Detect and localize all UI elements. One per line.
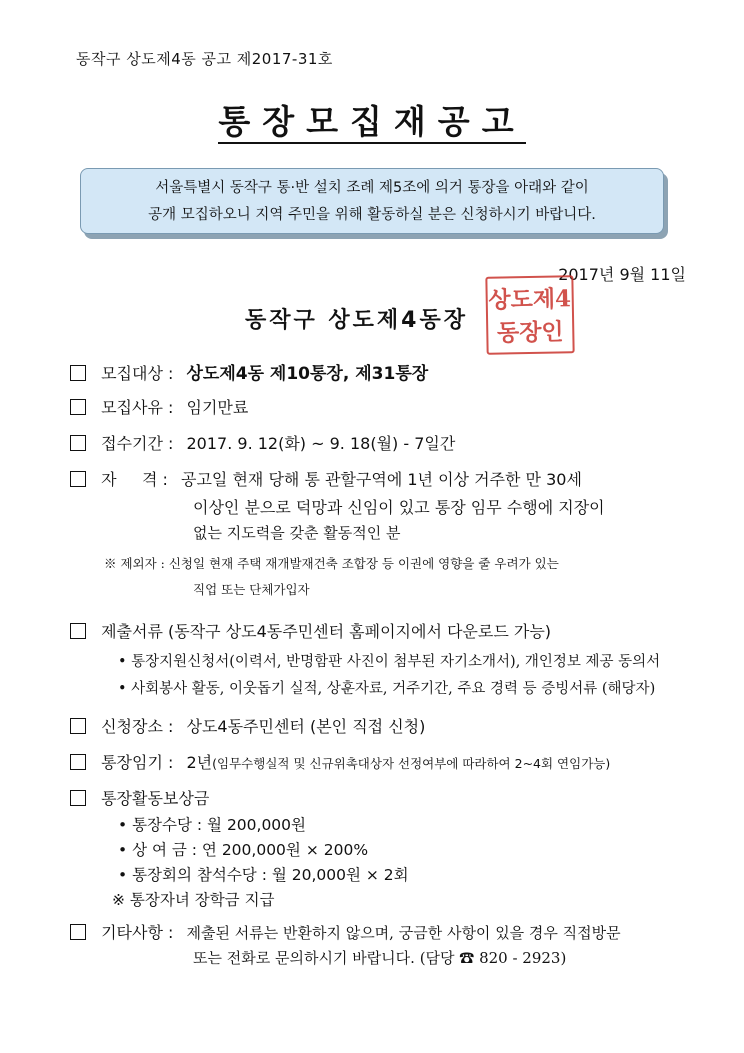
notice-box bbox=[80, 168, 664, 234]
item-label: 접수기간 : bbox=[101, 434, 174, 453]
item-place bbox=[70, 714, 425, 737]
item-target bbox=[70, 359, 428, 384]
item-other bbox=[70, 920, 621, 943]
exclusion-line-2: 직업 또는 단체가입자 bbox=[193, 582, 310, 597]
item-label: 통장임기 : bbox=[101, 753, 174, 772]
compensation-bullet-2: • 상 여 금 : 연 200,000원 × 200% bbox=[118, 841, 369, 859]
seal-line-2: 동장인 bbox=[496, 318, 564, 347]
doc-number: 동작구 상도제4동 공고 제2017-31호 bbox=[76, 50, 333, 68]
qualification-line-3: 없는 지도력을 갖춘 활동적인 분 bbox=[193, 524, 401, 542]
checkbox-icon bbox=[70, 623, 86, 639]
item-label: 제출서류 (동작구 상도4동주민센터 홈페이지에서 다운로드 가능) bbox=[101, 622, 552, 641]
item-value: 임기만료 bbox=[186, 398, 249, 417]
compensation-bullet-3: • 통장회의 참석수당 : 월 20,000원 × 2회 bbox=[118, 866, 409, 884]
seal-line-1: 상도제4 bbox=[488, 285, 572, 314]
signer: 동작구 상도제4동장 bbox=[245, 308, 468, 333]
checkbox-icon bbox=[70, 471, 86, 487]
other-line-2: 또는 전화로 문의하시기 바랍니다. (담당 ☎ 820 - 2923) bbox=[193, 949, 567, 967]
notice-line-2: 공개 모집하오니 지역 주민을 위해 활동하실 분은 신청하시기 바랍니다. bbox=[148, 207, 596, 223]
item-documents bbox=[70, 619, 551, 642]
documents-bullet-2: • 사회봉사 활동, 이웃돕기 실적, 상훈자료, 거주기간, 주요 경력 등 증빙서류 (해당자) bbox=[118, 681, 656, 697]
item-label: 모집사유 : bbox=[101, 398, 174, 417]
item-term bbox=[70, 750, 610, 773]
compensation-bullet-1: • 통장수당 : 월 200,000원 bbox=[118, 816, 307, 834]
qualification-line-2: 이상인 분으로 덕망과 신임이 있고 통장 임무 수행에 지장이 bbox=[193, 498, 605, 517]
item-compensation bbox=[70, 786, 209, 809]
notice-line-1: 서울특별시 동작구 통·반 설치 조례 제5조에 의거 통장을 아래와 같이 bbox=[155, 180, 589, 196]
item-period bbox=[70, 431, 455, 454]
checkbox-icon bbox=[70, 754, 86, 770]
item-label: 통장활동보상금 bbox=[101, 789, 210, 808]
item-value: 2017. 9. 12(화) ~ 9. 18(월) - 7일간 bbox=[186, 434, 456, 453]
page-title-text: 통장모집재공고 bbox=[218, 102, 525, 144]
page-title bbox=[0, 96, 744, 143]
item-qualification bbox=[70, 467, 582, 490]
item-reason bbox=[70, 395, 248, 418]
other-line-1: 제출된 서류는 반환하지 않으며, 궁금한 사항이 있을 경우 직접방문 bbox=[186, 924, 621, 942]
qualification-line-1: 공고일 현재 당해 통 관할구역에 1년 이상 거주한 만 30세 bbox=[181, 470, 582, 489]
checkbox-icon bbox=[70, 435, 86, 451]
checkbox-icon bbox=[70, 399, 86, 415]
documents-bullet-1: • 통장지원신청서(이력서, 반명함판 사진이 첨부된 자기소개서), 개인정보 제공 동의서 bbox=[118, 654, 661, 670]
term-note: (임무수행실적 및 신규위촉대상자 선정여부에 따라하여 2~4회 연임가능) bbox=[212, 756, 611, 771]
item-label: 모집대상 : bbox=[101, 364, 174, 383]
checkbox-icon bbox=[70, 365, 86, 381]
notice-date: 2017년 9월 11일 bbox=[558, 265, 686, 284]
item-label: 기타사항 : bbox=[101, 923, 174, 942]
checkbox-icon bbox=[70, 718, 86, 734]
item-label: 자 격 : bbox=[101, 470, 168, 489]
item-label: 신청장소 : bbox=[101, 717, 174, 736]
item-value: 2년 bbox=[186, 753, 213, 772]
compensation-note: ※ 통장자녀 장학금 지급 bbox=[112, 891, 275, 909]
exclusion-line-1: ※ 제외자 : 신청일 현재 주택 재개발재건축 조합장 등 이권에 영향을 줄 우려가 있는 bbox=[104, 556, 559, 571]
official-seal bbox=[485, 275, 574, 355]
checkbox-icon bbox=[70, 790, 86, 806]
item-value: 상도제4동 제10통장, 제31통장 bbox=[186, 364, 429, 384]
item-value: 상도4동주민센터 (본인 직접 신청) bbox=[186, 717, 426, 736]
checkbox-icon bbox=[70, 924, 86, 940]
